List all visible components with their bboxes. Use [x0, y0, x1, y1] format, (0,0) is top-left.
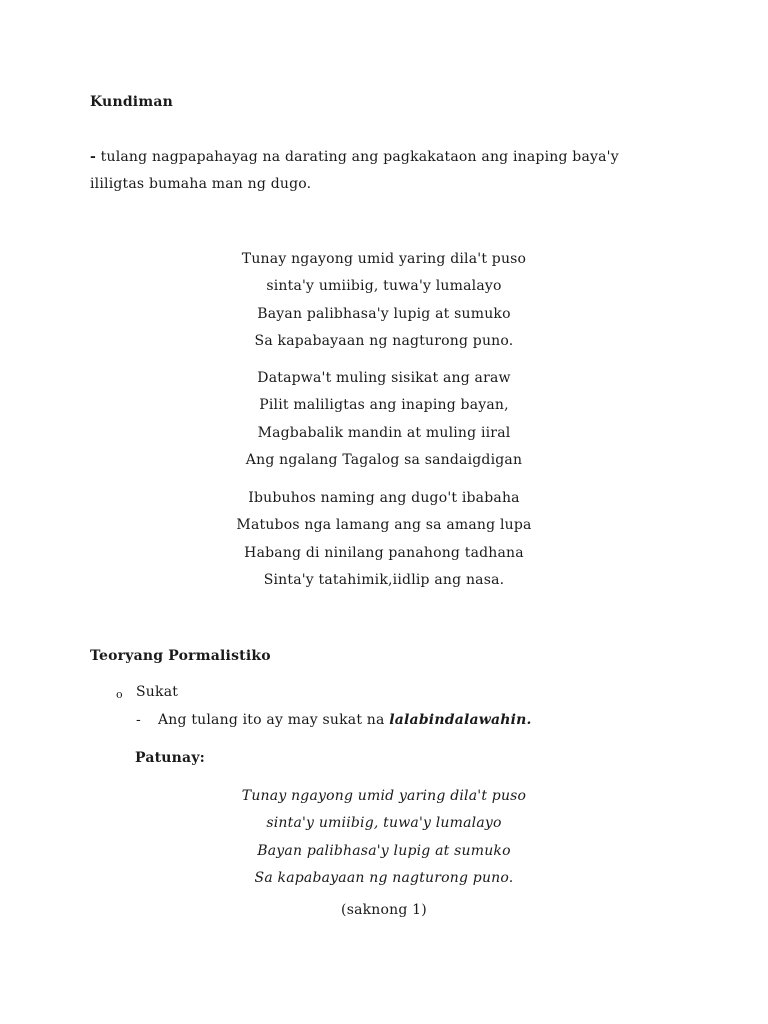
proof-line: Bayan palibhasa'y lupig at sumuko	[257, 842, 511, 859]
stanza-reference: (saknong 1)	[341, 902, 427, 918]
bullet-label-sukat: Sukat	[136, 684, 179, 700]
poem-line: Ibubuhos naming ang dugo't ibabaha	[248, 490, 520, 506]
sub-point-sukat	[158, 707, 532, 734]
section-title-teoryang-pormalistiko: Teoryang Pormalistiko	[90, 648, 271, 664]
poem-stanza-1	[0, 246, 768, 355]
poem-line: Datapwa't muling sisikat ang araw	[257, 370, 511, 386]
poem-line: Tunay ngayong umid yaring dila't puso	[241, 251, 527, 267]
poem-line: Matubos nga lamang ang sa amang lupa	[236, 517, 532, 534]
definition-dash: -	[90, 149, 97, 165]
bullet-icon: o	[116, 688, 123, 701]
proof-line: sinta'y umiibig, tuwa'y lumalayo	[266, 815, 502, 832]
section-title-kundiman: Kundiman	[90, 94, 173, 110]
poem-line: Pilit maliligtas ang inaping bayan,	[259, 397, 509, 414]
poem-line: Habang di ninilang panahong tadhana	[244, 544, 524, 561]
poem-line: Ang ngalang Tagalog sa sandaigdigan	[245, 451, 523, 468]
proof-line: Sa kapabayaan ng nagturong puno.	[254, 869, 514, 886]
poem-line: Magbabalik mandin at muling iiral	[257, 424, 511, 441]
proof-stanza	[0, 783, 768, 892]
sub-dash: -	[136, 712, 141, 728]
sub-point-emphasis: lalabindalawahin.	[389, 712, 532, 728]
sub-point-text: Ang tulang ito ay may sukat na	[158, 712, 390, 728]
poem-line: Sinta'y tatahimik,iidlip ang nasa.	[263, 571, 505, 588]
poem-stanza-2	[0, 365, 768, 474]
poem-line: Bayan palibhasa'y lupig at sumuko	[257, 305, 511, 322]
poem-line: Sa kapabayaan ng nagturong puno.	[254, 332, 514, 349]
proof-line: Tunay ngayong umid yaring dila't puso	[241, 788, 527, 804]
proof-label: Patunay:	[135, 750, 206, 766]
poem-line: sinta'y umiibig, tuwa'y lumalayo	[266, 278, 502, 295]
definition-line-1	[90, 144, 619, 171]
definition-text: tulang nagpapahayag na darating ang pagkakataon ang inaping baya'y	[96, 149, 619, 165]
definition-line-2: ililigtas bumaha man ng dugo.	[90, 176, 312, 192]
poem-stanza-3	[0, 485, 768, 594]
